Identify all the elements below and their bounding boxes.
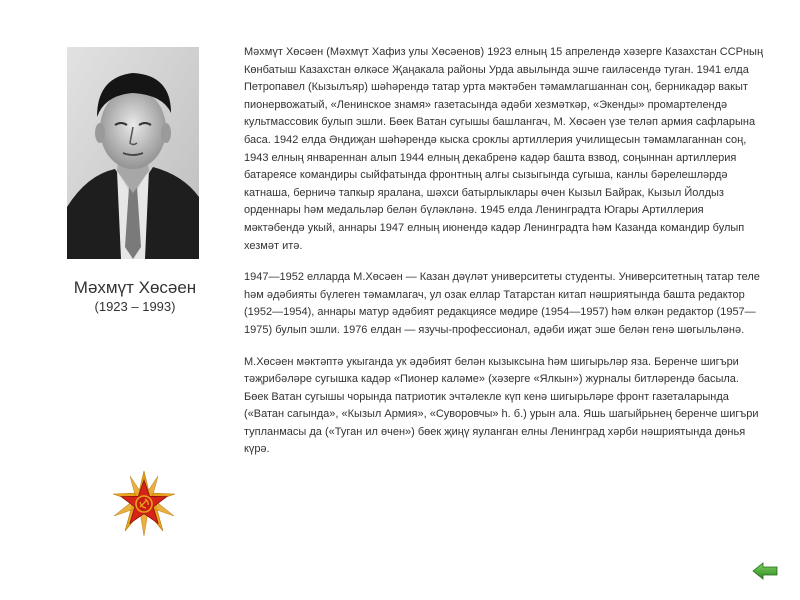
portrait-photo — [67, 47, 199, 259]
order-of-patriotic-war-icon — [110, 470, 178, 538]
back-arrow-icon[interactable] — [752, 562, 778, 580]
biography-paragraph: 1947—1952 елларда М.Хөсәен — Казан дәүләт университеты студенты. Университетның татар теле һәм әдәбияты бүлеген тәмамлагач, ул озак еллар Татарстан китап нәшриятында башта редактор (1952—1954), аннары матур әдәбият редакциясе мөдире (1954—1957) һәм өлкән редактор (1957—1975) булып эшли. 1976 елдан — язучы-профессионал, әдәби иҗат эше белән генә шөгыльләнә. — [244, 271, 760, 336]
biography-text — [244, 44, 764, 473]
biography-paragraph: Мәхмүт Хөсәен (Мәхмүт Хафиз улы Хөсәенов) 1923 елның 15 апрелендә хәзерге Казахстан ССРның Көнбатыш Казахстан өлкәсе Җаңакала районы Урда авылында эшче гаиләсендә туган. 1941 елда Петропавел (Кызылъяр) шәһәрендә татар урта мәктәбен тәмамлагшаннан соң, берникадәр вакыт пионервожатый, «Ленинское знамя» газетасында әдәби хезмәткәр, «Экенды» промартелендә культмассовик булып эшли. Бөек Ватан сугышы башлангач, М. Хөсәен үзе теләп армия сафларына баса. 1942 елда Әндиҗан шәһәрендә кыска сроклы артиллерия училищесын тәмамлаганнан соң, 1943 елның январеннан алып 1944 елның декабренә кадәр башта взвод, соңыннан артиллерия батареясе командиры сыйфатында фронтның алгы сызыгында сугыша, канлы бәрелешләрдә катнаша, берничә тапкыр яралана, шәхси батырлыклары өчен Кызыл Байрак, Кызыл Йолдыз орденнары һәм медальләр белән бүләкләнә. 1945 елда Ленинградта Югары Артиллерия мәктәбендә укый, аннары 1947 елның июнендә кадәр Ленинградта һәм Казанда командир булып хезмәт итә. — [244, 46, 764, 252]
person-name: Мәхмүт Хөсәен — [73, 278, 197, 297]
biography-paragraph: М.Хөсәен мәктәптә укыганда ук әдәбият белән кызыксына һәм шигырьләр яза. Беренче шигъри тәҗрибәләре сугышка кадәр «Пионер каләме» (хәзерге «Ялкын») журналы битләрендә басыла. Бөек Ватан сугышы чорында патриотик эчтәлекле күп кенә шигырьләре фронт газеталарында («Ватан сагында», «Кызыл Армия», «Суворовчы» һ. б.) урын ала. Яшь шагыйрьнең беренче шигъри тупланмасы да («Туган ил өчен») бөек җиңү яуланган елны Ленинград хәрби нәшриятында дөнья күрә. — [244, 355, 759, 456]
person-years: (1923 – 1993) — [94, 299, 176, 314]
